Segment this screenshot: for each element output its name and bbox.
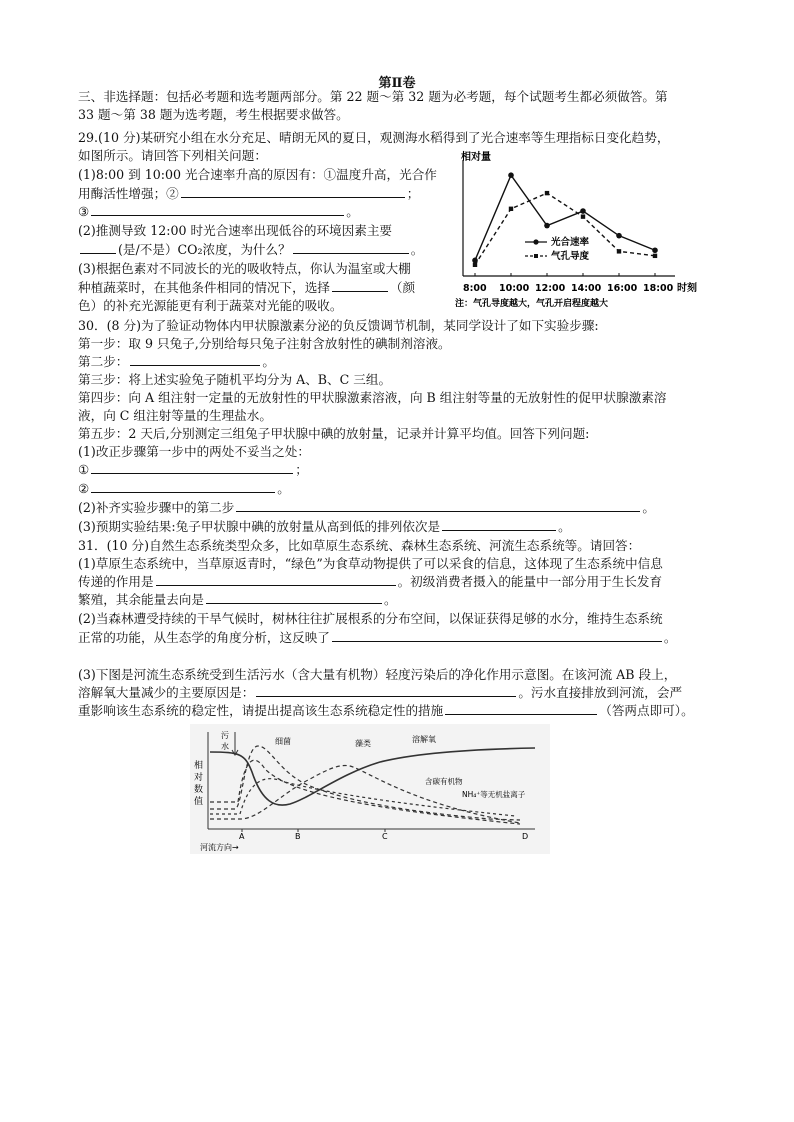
- x-tick-label: 14:00: [571, 283, 602, 294]
- q31-p1b: 传递的作用是 。初级消费者摄入的能量中一部分用于生长发育: [78, 574, 663, 589]
- stoma-point: [473, 263, 477, 267]
- rate-point: [472, 258, 478, 264]
- answer-blank[interactable]: [206, 591, 382, 604]
- point-c: C: [382, 832, 388, 841]
- x-tick-label: 16:00: [607, 283, 638, 294]
- rate-point: [580, 208, 586, 214]
- q29-p1c: ③ 。: [78, 204, 359, 219]
- rate-point: [544, 223, 550, 229]
- answer-blank[interactable]: [293, 241, 409, 254]
- q30-p2: (2)补齐实验步骤中的第二步 。: [78, 500, 655, 515]
- answer-blank[interactable]: [236, 499, 640, 512]
- q30-p1b: ② 。: [78, 481, 290, 496]
- q29-p1b: 用酶活性增强；② ；: [78, 186, 420, 201]
- q31-p3a: (3)下图是河流生态系统受到生活污水（含大量有机物）轻度污染后的净化作用示意图。在该河流 AB 段上，: [78, 667, 677, 682]
- stoma-point: [617, 249, 621, 253]
- q29-stem-1: 29.(10 分)某研究小组在水分充足、晴朗无风的夏日，观测海水稻得到了光合速率等生理指标日变化趋势，: [78, 130, 670, 145]
- q30-p3: (3)预期实验结果:兔子甲状腺中碘的放射量从高到低的排列依次是 。: [78, 519, 571, 534]
- legend: [525, 236, 590, 262]
- q29-p3c: 色）的补充光源能更有利于蔬菜对光能的吸收。: [78, 298, 343, 313]
- q29-p2a: (2)推测导致 12:00 时光合速率出现低谷的环境因素主要: [78, 223, 393, 238]
- river-purification-diagram: [190, 724, 550, 854]
- answer-blank[interactable]: [445, 702, 597, 715]
- legend-stoma-label: 气孔导度: [551, 251, 590, 262]
- rate-point: [652, 247, 658, 253]
- legend-rate-marker: [533, 239, 538, 244]
- point-a: A: [239, 832, 245, 841]
- q30-step4b: 液，向 C 组注射等量的生理盐水。: [78, 408, 272, 423]
- diagram-ylabel-2: 对: [194, 773, 204, 783]
- x-tick-label: 8:00: [463, 283, 487, 294]
- q29-stem-2: 如图所示。请回答下列相关问题：: [78, 148, 267, 163]
- answer-blank[interactable]: [442, 518, 556, 531]
- intro-line-2: 33 题～第 38 题为选考题，考生根据要求做答。: [78, 107, 349, 122]
- q31-p1a: (1)草原生态系统中，当草原返青时，“绿色”为食草动物提供了可以采食的信息，这体现了生态系统中信息: [78, 556, 663, 571]
- point-d: D: [522, 832, 529, 841]
- diagram-xlabel: 河流方向→: [200, 843, 239, 852]
- q30-step4a: 第四步：向 A 组注射一定量的无放射性的甲状腺激素溶液，向 B 组注射等量的无放射性的促甲状腺激素溶: [78, 390, 667, 405]
- label-nh4: NH₄⁺等无机盐离子: [462, 790, 526, 799]
- q29-p2b: (是/不是）CO₂浓度，为什么？ 。: [78, 241, 423, 258]
- q31-p2b: 正常的功能，从生态学的角度分析，这反映了 。: [78, 630, 677, 645]
- q29-p3a: (3)根据色素对不同波长的光的吸收特点，你认为温室或大棚: [78, 261, 411, 276]
- x-tick-label: 10:00: [499, 283, 530, 294]
- label-dissolved-oxygen: 溶解氧: [412, 735, 436, 744]
- answer-blank[interactable]: [156, 573, 396, 586]
- q30-step3: 第三步：将上述实验兔子随机平均分为 A、B、C 三组。: [78, 372, 392, 387]
- q29-p3b: 种植蔬菜时，在其他条件相同的情况下，选择 （颜: [78, 280, 416, 295]
- answer-blank[interactable]: [91, 461, 293, 474]
- chart-note: 注：气孔导度越大，气孔开启程度越大: [455, 299, 609, 309]
- q31-p2a: (2)当森林遭受持续的干旱气候时，树林往往扩展根系的分布空间，以保证获得足够的水分，维持生态系统: [78, 611, 663, 626]
- diagram-ylabel-4: 值: [194, 797, 204, 807]
- q30-step5: 第五步：2 天后,分别测定三组兔子甲状腺中碘的放射量，记录并计算平均值。回答下列问题:: [78, 426, 590, 441]
- q31-p3b: 溶解氧大量减少的主要原因是： 。污水直接排放到河流，会严: [78, 685, 683, 700]
- legend-rate-label: 光合速率: [551, 237, 590, 248]
- answer-blank[interactable]: [256, 684, 516, 697]
- legend-stoma-marker: [534, 254, 538, 258]
- q30-p1a: ① ；: [78, 462, 308, 477]
- intro-line-1: 三、非选择题：包括必考题和选考题两部分。第 22 题～第 32 题为必考题，每个试题考生都必须做答。第: [78, 89, 668, 104]
- q31-p1c: 繁殖，其余能量去向是 。: [78, 592, 397, 607]
- chart-xlabel: 时刻: [677, 283, 697, 294]
- q31-p3c: 重影响该生态系统的稳定性，请提出提高该生态系统稳定性的措施 （答两点即可）。: [78, 703, 694, 718]
- rate-point: [616, 233, 622, 239]
- diagram-ylabel-1: 相: [194, 761, 204, 771]
- label-algae: 藻类: [355, 739, 371, 748]
- answer-blank[interactable]: [91, 480, 275, 493]
- x-tick-label: 18:00: [643, 283, 674, 294]
- q29-p1a: (1)8:00 到 10:00 光合速率升高的原因有：①温度升高，光合作: [78, 167, 437, 182]
- photosynthesis-chart: [455, 148, 715, 310]
- x-tick-label: 12:00: [535, 283, 566, 294]
- answer-blank[interactable]: [332, 279, 388, 292]
- stoma-point: [509, 207, 513, 211]
- answer-blank[interactable]: [80, 241, 116, 254]
- stoma-point: [545, 191, 549, 195]
- answer-blank[interactable]: [181, 185, 405, 198]
- q31-stem: 31．(10 分)自然生态系统类型众多，比如草原生态系统、森林生态系统、河流生态系统等。请回答：: [78, 538, 641, 553]
- sewage-label-2: 水: [221, 742, 229, 751]
- diagram-ylabel-3: 数: [194, 785, 204, 795]
- q30-p1: (1)改正步骤第一步中的两处不妥当之处：: [78, 444, 310, 459]
- stoma-point: [581, 214, 585, 218]
- q30-step2: 第二步： 。: [78, 354, 275, 369]
- section-title: 第Ⅱ卷: [378, 76, 416, 91]
- label-bacteria: 细菌: [275, 737, 291, 746]
- answer-blank[interactable]: [332, 629, 662, 642]
- q30-stem: 30．(8 分)为了验证动物体内甲状腺激素分泌的负反馈调节机制，某同学设计了如下实验步骤:: [78, 318, 599, 333]
- answer-blank[interactable]: [130, 353, 260, 366]
- answer-blank[interactable]: [91, 203, 344, 216]
- sewage-label-1: 污: [221, 731, 229, 740]
- chart-ylabel: 相对量: [461, 152, 491, 163]
- point-b: B: [295, 832, 301, 841]
- stoma-point: [653, 254, 657, 258]
- label-organic-carbon: 含碳有机物: [425, 777, 463, 786]
- rate-point: [508, 172, 514, 178]
- q30-step1: 第一步：取 9 只兔子,分别给每只兔子注射含放射性的碘制剂溶液。: [78, 336, 451, 351]
